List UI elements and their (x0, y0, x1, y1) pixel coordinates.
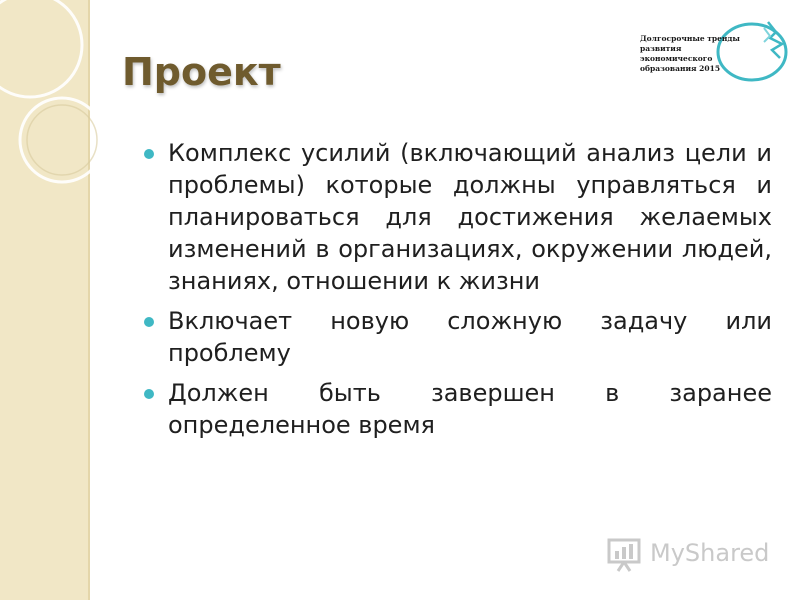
logo-line: экономического (640, 54, 713, 63)
conference-logo (640, 14, 790, 84)
bullet-list (140, 137, 772, 449)
bullet-item (140, 305, 772, 369)
watermark-text: MyShared (650, 539, 770, 567)
decor-circles (0, 0, 120, 260)
logo-line: развития (640, 44, 682, 53)
bullet-text: Комплекс усилий (включающий анализ цели и проблемы) которые должны управляться и планироваться для достижения желаемых изменений в организациях, окружении людей, знаниях, отношении к жизни (168, 139, 772, 295)
logo-text (640, 34, 740, 74)
bullet-text: Включает новую сложную задачу или проблему (168, 307, 772, 367)
slide-title: Проект (122, 50, 281, 94)
bullet-dot-icon (144, 149, 154, 159)
watermark (606, 535, 776, 575)
bullet-dot-icon (144, 389, 154, 399)
presentation-board-icon (606, 537, 644, 573)
bullet-item (140, 137, 772, 297)
logo-line: образования 2015 (640, 64, 721, 73)
bullet-text: Должен быть завершен в заранее определенное время (168, 379, 772, 439)
logo-line: Долгосрочные тренды (640, 34, 740, 43)
bullet-item (140, 377, 772, 441)
bullet-dot-icon (144, 317, 154, 327)
